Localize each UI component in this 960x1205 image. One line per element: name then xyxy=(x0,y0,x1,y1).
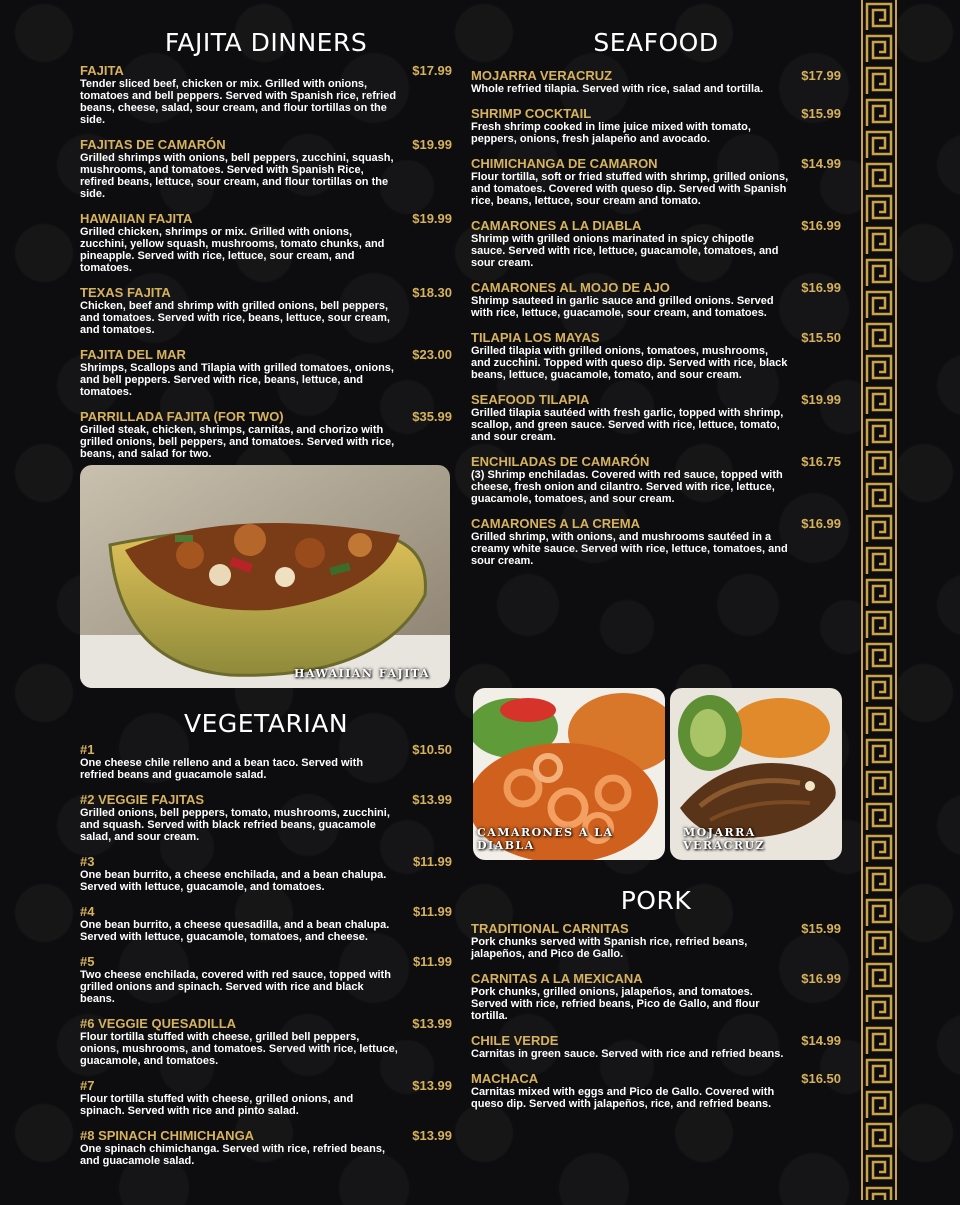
menu-item-name: FAJITA DEL MAR xyxy=(80,347,186,362)
menu-item xyxy=(471,455,841,505)
menu-item xyxy=(80,286,452,336)
greek-key-border xyxy=(861,0,897,1200)
menu-item xyxy=(80,855,452,893)
menu-item xyxy=(471,1072,841,1110)
menu-item-price: $16.99 xyxy=(801,280,841,295)
menu-item-description: Flour tortilla stuffed with cheese, grilled bell peppers, onions, mushrooms, and tomatoes. Served with rice, lettuce, guacamole, and tomatoes. xyxy=(80,1031,398,1067)
menu-item-name: #8 SPINACH CHIMICHANGA xyxy=(80,1128,255,1143)
menu-item xyxy=(80,1017,452,1067)
menu-item-price: $35.99 xyxy=(412,409,452,424)
menu-item-price: $14.99 xyxy=(801,1033,841,1048)
menu-item-price: $23.00 xyxy=(412,347,452,362)
camarones-diabla-photo xyxy=(473,688,665,860)
fajita-dinners-list xyxy=(80,64,452,472)
menu-item-description: Pork chunks, grilled onions, jalapeños, and tomatoes. Served with rice, refried beans, Pico de Gallo, and flour tortilla. xyxy=(471,986,760,1022)
menu-item-price: $15.99 xyxy=(801,106,841,121)
menu-item xyxy=(471,69,841,95)
menu-item-price: $13.99 xyxy=(412,1078,452,1093)
menu-item-price: $11.99 xyxy=(412,854,452,869)
menu-item-price: $19.99 xyxy=(412,137,452,152)
menu-item xyxy=(80,793,452,843)
menu-item xyxy=(471,331,841,381)
menu-item xyxy=(80,410,452,460)
menu-item-price: $19.99 xyxy=(412,211,452,226)
menu-item xyxy=(80,1129,452,1167)
menu-item xyxy=(80,212,452,274)
menu-item-description: Grilled shrimp, with onions, and mushrooms sautéed in a creamy white sauce. Served with rice, lettuce, tomatoes, and sour cream. xyxy=(471,531,788,567)
menu-item-price: $17.99 xyxy=(801,68,841,83)
menu-item-description: Grilled tilapia with grilled onions, tomatoes, mushrooms, and zucchini. Topped with queso dip. Served with rice, black beans, lettuce, guacamole, tomato, and sour cream. xyxy=(471,345,788,381)
menu-item-price: $11.99 xyxy=(412,904,452,919)
menu-item-price: $17.99 xyxy=(412,63,452,78)
menu-item-description: Carnitas mixed with eggs and Pico de Gallo. Covered with queso dip. Served with jalapeños, rice, and refried beans. xyxy=(471,1086,775,1110)
seafood-list xyxy=(471,69,841,579)
menu-item-name: MOJARRA VERACRUZ xyxy=(471,68,613,83)
menu-item-price: $13.99 xyxy=(412,792,452,807)
hawaiian-fajita-photo xyxy=(80,465,450,688)
menu-item xyxy=(80,1079,452,1117)
pork-list xyxy=(471,922,841,1122)
menu-item xyxy=(80,743,452,781)
section-title-pork: PORK xyxy=(620,886,692,915)
menu-item-description: Grilled shrimps with onions, bell peppers, zucchini, squash, mushrooms, and tomatoes. Served with Spanish Rice, refired beans, lettuce, sour cream, and flour tortillas on the side. xyxy=(80,152,394,200)
menu-item-description: One cheese chile relleno and a bean taco. Served with refried beans and guacamole salad. xyxy=(80,757,364,781)
menu-item-description: Shrimp with grilled onions marinated in spicy chipotle sauce. Served with rice, lettuce, guacamole, tomatoes, and sour cream. xyxy=(471,233,779,269)
menu-item-name: FAJITAS DE CAMARÓN xyxy=(80,137,226,152)
menu-item-description: Two cheese enchilada, covered with red sauce, topped with grilled onions and spinach. Served with rice and black beans. xyxy=(80,969,391,1005)
menu-item-name: CAMARONES A LA CREMA xyxy=(471,516,640,531)
menu-item-price: $14.99 xyxy=(801,156,841,171)
menu-item-description: Whole refried tilapia. Served with rice, salad and tortilla. xyxy=(471,83,764,95)
menu-item-price: $10.50 xyxy=(412,742,452,757)
menu-item-name: #4 xyxy=(80,904,95,919)
menu-item-description: One bean burrito, a cheese quesadilla, and a bean chalupa. Served with lettuce, guacamole, tomatoes, and cheese. xyxy=(80,919,390,943)
menu-item-description: Fresh shrimp cooked in lime juice mixed with tomato, peppers, onions, fresh jalapeño and avocado. xyxy=(471,121,751,145)
menu-item xyxy=(80,955,452,1005)
camarones-diabla-caption: CAMARONES A LA DIABLA xyxy=(477,826,614,852)
menu-item-description: One spinach chimichanga. Served with rice, refried beans, and guacamole salad. xyxy=(80,1143,386,1167)
menu-item-price: $16.50 xyxy=(801,1071,841,1086)
menu-item-description: Pork chunks served with Spanish rice, refried beans, jalapeños, and Pico de Gallo. xyxy=(471,936,748,960)
menu-item xyxy=(471,219,841,269)
menu-item xyxy=(471,281,841,319)
menu-item xyxy=(471,107,841,145)
menu-item-name: #2 VEGGIE FAJITAS xyxy=(80,792,205,807)
mojarra-veracruz-caption: MOJARRA VERACRUZ xyxy=(683,826,766,852)
menu-item-price: $18.30 xyxy=(412,285,452,300)
menu-item-price: $16.99 xyxy=(801,218,841,233)
menu-item-price: $15.99 xyxy=(801,921,841,936)
menu-item xyxy=(80,64,452,126)
menu-item-name: SEAFOOD TILAPIA xyxy=(471,392,590,407)
section-title-vegetarian: VEGETARIAN xyxy=(183,709,349,738)
menu-item-price: $16.75 xyxy=(801,454,841,469)
menu-item-name: #7 xyxy=(80,1078,95,1093)
menu-item-name: HAWAIIAN FAJITA xyxy=(80,211,193,226)
menu-item xyxy=(471,972,841,1022)
menu-item-description: Flour tortilla, soft or fried stuffed with shrimp, grilled onions, and tomatoes. Covered with queso dip. Served with Spanish rice, beans, lettuce, sour cream and tomato. xyxy=(471,171,789,207)
menu-item-name: CAMARONES A LA DIABLA xyxy=(471,218,642,233)
menu-item xyxy=(471,157,841,207)
menu-item-description: Chicken, beef and shrimp with grilled onions, bell peppers, and tomatoes. Served with rice, beans, lettuce, sour cream, and tomatoes. xyxy=(80,300,390,336)
menu-item xyxy=(471,393,841,443)
menu-item-description: Grilled chicken, shrimps or mix. Grilled with onions, zucchini, yellow squash, mushrooms, tomato chunks, and pineapple. Served with rice, lettuce, sour cream, and tomatoes. xyxy=(80,226,385,274)
hawaiian-fajita-caption: HAWAIIAN FAJITA xyxy=(294,667,430,680)
menu-item-name: #5 xyxy=(80,954,95,969)
menu-item-name: #6 VEGGIE QUESADILLA xyxy=(80,1016,237,1031)
menu-item-description: Shrimp sauteed in garlic sauce and grilled onions. Served with rice, lettuce, guacamole, sour cream, and tomatoes. xyxy=(471,295,774,319)
menu-item-name: FAJITA xyxy=(80,63,124,78)
menu-item-name: #3 xyxy=(80,854,95,869)
menu-item-name: CHILE VERDE xyxy=(471,1033,559,1048)
menu-item-description: Tender sliced beef, chicken or mix. Grilled with onions, tomatoes and bell peppers. Served with Spanish rice, refried beans, cheese, salad, sour cream, and flour tortillas on the side. xyxy=(80,78,397,126)
menu-item-description: Carnitas in green sauce. Served with rice and refried beans. xyxy=(471,1048,784,1060)
menu-item-name: TEXAS FAJITA xyxy=(80,285,171,300)
menu-item-description: Flour tortilla stuffed with cheese, grilled onions, and spinach. Served with rice and pinto salad. xyxy=(80,1093,354,1117)
menu-item-name: TRADITIONAL CARNITAS xyxy=(471,921,629,936)
menu-item-price: $19.99 xyxy=(801,392,841,407)
menu-item-description: Grilled onions, bell peppers, tomato, mushrooms, zucchini, and squash. Served with black refried beans, guacamole salad, and sour cream. xyxy=(80,807,390,843)
menu-item-name: MACHACA xyxy=(471,1071,539,1086)
menu-item-name: CHIMICHANGA DE CAMARON xyxy=(471,156,658,171)
menu-item-name: SHRIMP COCKTAIL xyxy=(471,106,592,121)
menu-item-description: One bean burrito, a cheese enchilada, and a bean chalupa. Served with lettuce, guacamole, and tomatoes. xyxy=(80,869,387,893)
menu-item-price: $16.99 xyxy=(801,516,841,531)
menu-item xyxy=(80,905,452,943)
menu-item-price: $16.99 xyxy=(801,971,841,986)
menu-item-name: PARRILLADA FAJITA (FOR TWO) xyxy=(80,409,284,424)
menu-item-price: $15.50 xyxy=(801,330,841,345)
menu-item-price: $13.99 xyxy=(412,1016,452,1031)
vegetarian-list xyxy=(80,743,452,1179)
section-title-fajita-dinners: FAJITA DINNERS xyxy=(164,28,368,57)
greek-key-pattern xyxy=(863,0,895,1200)
menu-item-name: CAMARONES AL MOJO DE AJO xyxy=(471,280,670,295)
menu-item-price: $13.99 xyxy=(412,1128,452,1143)
menu-item-name: #1 xyxy=(80,742,95,757)
menu-item xyxy=(471,1034,841,1060)
menu-item-name: TILAPIA LOS MAYAS xyxy=(471,330,600,345)
menu-item-name: CARNITAS A LA MEXICANA xyxy=(471,971,643,986)
menu-item-description: Shrimps, Scallops and Tilapia with grilled tomatoes, onions, and bell peppers. Served with rice, beans, lettuce, and tomatoes. xyxy=(80,362,394,398)
menu-item xyxy=(471,517,841,567)
menu-item-description: Grilled steak, chicken, shrimps, carnitas, and chorizo with grilled onions, bell peppers, and tomatoes. Served with rice, beans, and salad for two. xyxy=(80,424,395,460)
menu-item-description: (3) Shrimp enchiladas. Covered with red sauce, topped with cheese, fresh onion and cilantro. Served with rice, lettuce, guacamole, tomatoes, and sour cream. xyxy=(471,469,783,505)
hawaiian-fajita-image xyxy=(80,465,450,688)
menu-item xyxy=(80,138,452,200)
menu-item xyxy=(80,348,452,398)
menu-item-name: ENCHILADAS DE CAMARÓN xyxy=(471,454,650,469)
mojarra-veracruz-photo xyxy=(670,688,842,860)
section-title-seafood: SEAFOOD xyxy=(593,28,719,57)
menu-item xyxy=(471,922,841,960)
menu-item-description: Grilled tilapia sautéed with fresh garlic, topped with shrimp, scallop, and green sauce. Served with rice, lettuce, tomato, and sour cream. xyxy=(471,407,784,443)
menu-item-price: $11.99 xyxy=(412,954,452,969)
